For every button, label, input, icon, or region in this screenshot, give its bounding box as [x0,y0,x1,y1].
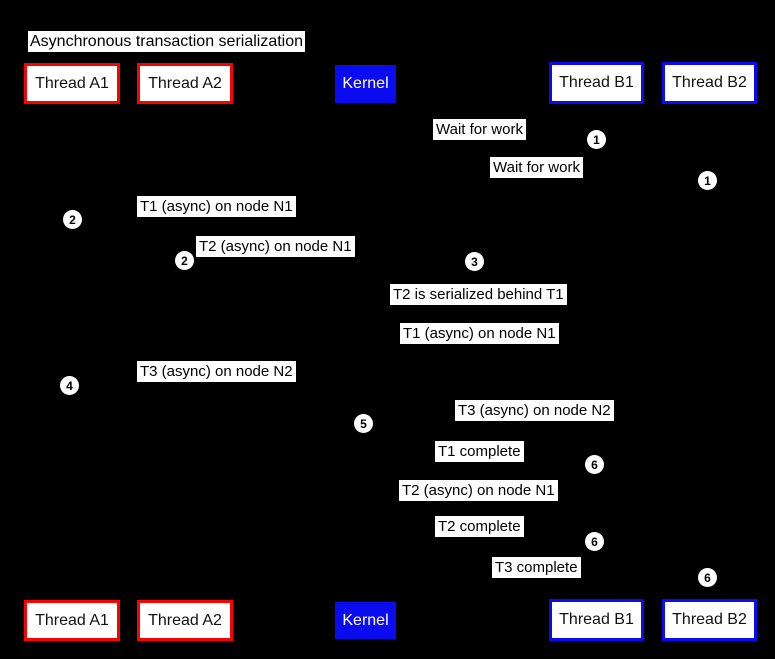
actor-label: Thread A1 [35,611,109,629]
sequence-number-badge-6c: 6 [698,568,717,587]
actor-label: Thread A2 [148,611,222,629]
diagram-title: Asynchronous transaction serialization [30,33,304,50]
message-label-t1-complete: T1 complete [435,441,524,462]
sequence-number-badge-2a: 2 [63,210,82,229]
actor-label: Thread B1 [559,611,634,628]
sequence-number-badge-5: 5 [354,414,373,433]
actor-box-thread-a1-bottom [24,600,120,641]
sequence-number-badge-1a: 1 [587,130,606,149]
message-label-t2-serialized-behind-t1: T2 is serialized behind T1 [390,284,567,305]
message-label-t3-async-n2-kernel: T3 (async) on node N2 [455,400,614,421]
message-label-t1-async-n1: T1 (async) on node N1 [137,196,296,217]
actor-box-thread-b2-bottom [662,599,757,641]
actor-box-thread-b1-top [549,62,644,104]
actor-box-thread-b1-bottom [549,599,644,641]
actor-label: Thread B1 [559,74,634,91]
actor-box-kernel-bottom [335,602,396,639]
message-label-t3-complete: T3 complete [492,557,581,578]
message-label-t1-async-n1-kernel: T1 (async) on node N1 [400,323,559,344]
sequence-number-badge-4: 4 [60,376,79,395]
message-label-t2-async-n1-kernel: T2 (async) on node N1 [399,480,558,501]
actor-label: Thread B2 [672,611,747,628]
message-label-wait-for-work-2: Wait for work [490,157,583,178]
actor-label: Thread B2 [672,74,747,91]
actor-box-thread-a2-bottom [137,600,233,641]
sequence-number-badge-2b: 2 [175,251,194,270]
sequence-number-badge-1b: 1 [698,171,717,190]
sequence-number-badge-3: 3 [465,252,484,271]
sequence-number-badge-6a: 6 [585,455,604,474]
actor-box-thread-a2-top [137,63,233,104]
message-label-t2-complete: T2 complete [435,516,524,537]
actor-label: Thread A1 [35,74,109,92]
actor-label: Thread A2 [148,74,222,92]
message-label-t2-async-n1: T2 (async) on node N1 [196,236,355,257]
actor-box-thread-b2-top [662,62,757,104]
message-label-t3-async-n2: T3 (async) on node N2 [137,361,296,382]
actor-box-kernel-top [335,65,396,103]
actor-label: Kernel [342,75,389,92]
actor-box-thread-a1-top [24,63,120,104]
actor-label: Kernel [342,611,389,629]
message-label-wait-for-work-1: Wait for work [433,119,526,140]
sequence-number-badge-6b: 6 [585,532,604,551]
